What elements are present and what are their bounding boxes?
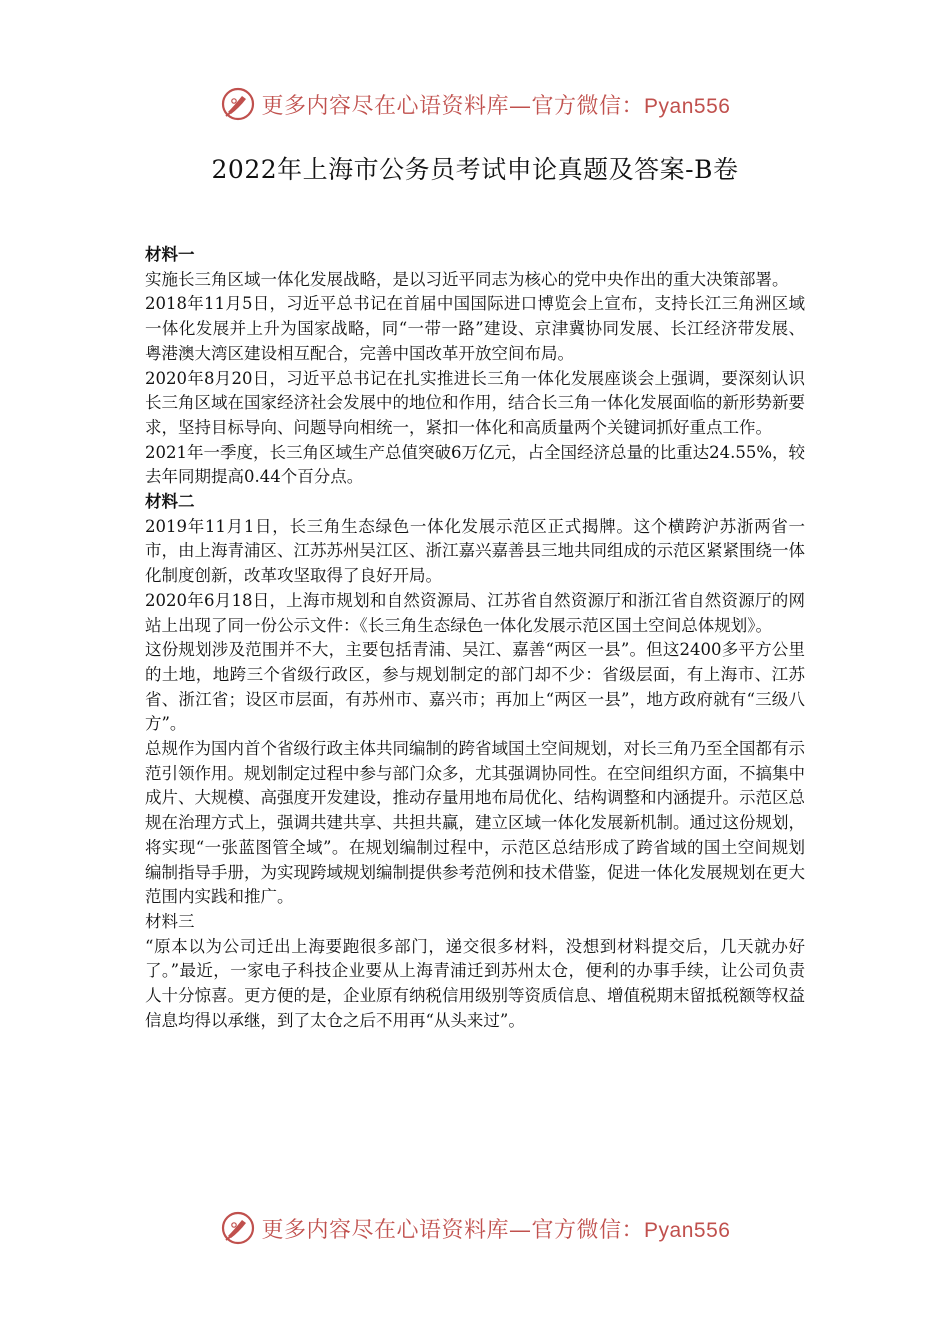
document-body [145, 243, 805, 1034]
paragraph: 这份规划涉及范围并不大，主要包括青浦、吴江、嘉善“两区一县”。但这2400多平方公里的土地，地跨三个省级行政区，参与规划制定的部门却不少：省级层面，有上海市、江苏省、浙江省；设区市层面，有苏州市、嘉兴市；再加上“两区一县”，地方政府就有“三级八方”。 [145, 640, 805, 734]
paragraph: 2018年11月5日，习近平总书记在首届中国国际进口博览会上宣布，支持长江三角洲区域一体化发展并上升为国家战略，同“一带一路”建设、京津冀协同发展、长江经济带发展、粤港澳大湾区建设相互配合，完善中国改革开放空间布局。 [145, 294, 805, 363]
footer-banner [0, 1208, 950, 1248]
paragraph: 总规作为国内首个省级行政主体共同编制的跨省域国土空间规划，对长三角乃至全国都有示范引领作用。规划制定过程中参与部门众多，尤其强调协同性。在空间组织方面，不搞集中成片、大规模、高强度开发建设，推动存量用地布局优化、结构调整和内涵提升。示范区总规在治理方式上，强调共建共享、共担共赢，建立区域一体化发展新机制。通过这份规划，将实现“一张蓝图管全域”。在规划编制过程中，示范区总结形成了跨省域的国土空间规划编制指导手册，为实现跨域规划编制提供参考范例和技术借鉴，促进一体化发展规划在更大范围内实践和推广。 [145, 739, 805, 907]
page-title: 2022年上海市公务员考试申论真题及答案-B卷 [211, 155, 739, 184]
paragraph: 2021年一季度，长三角区域生产总值突破6万亿元，占全国经济总量的比重达24.55%，较去年同期提高0.44个百分点。 [145, 442, 805, 487]
pen-logo-icon [220, 1210, 256, 1246]
pen-logo-icon [220, 86, 256, 122]
banner-caption: 更多内容尽在心语资料库—官方微信： [261, 1217, 645, 1243]
wechat-id: Pyan556 [644, 94, 731, 118]
wechat-id: Pyan556 [644, 1218, 731, 1242]
paragraph: “原本以为公司迁出上海要跑很多部门，递交很多材料，没想到材料提交后，几天就办好了。”最近，一家电子科技企业要从上海青浦迁到苏州太仓，便利的办事手续，让公司负责人十分惊喜。更方便的是，企业原有纳税信用级别等资质信息、增值税期末留抵税额等权益信息均得以承继，到了太仓之后不用再“从头来过”。 [145, 936, 805, 1030]
section-heading-3: 材料三 [145, 911, 195, 931]
section-heading-1: 材料一 [145, 245, 195, 264]
paragraph: 2020年6月18日，上海市规划和自然资源局、江苏省自然资源厅和浙江省自然资源厅的网站上出现了同一份公示文件：《长三角生态绿色一体化发展示范区国土空间总体规划》。 [145, 590, 805, 635]
paragraph: 2020年8月20日，习近平总书记在扎实推进长三角一体化发展座谈会上强调，要深刻认识长三角区域在国家经济社会发展中的地位和作用，结合长三角一体化发展面临的新形势新要求，坚持目标导向、问题导向相统一，紧扣一体化和高质量两个关键词抓好重点工作。 [145, 368, 805, 437]
paragraph: 实施长三角区域一体化发展战略，是以习近平同志为核心的党中央作出的重大决策部署。 [145, 269, 789, 289]
banner-caption: 更多内容尽在心语资料库—官方微信： [261, 93, 645, 119]
paragraph: 2019年11月1日，长三角生态绿色一体化发展示范区正式揭牌。这个横跨沪苏浙两省一市，由上海青浦区、江苏苏州吴江区、浙江嘉兴嘉善县三地共同组成的示范区紧紧围绕一体化制度创新，改革攻坚取得了良好开局。 [145, 516, 805, 586]
banner-text [262, 1213, 731, 1244]
banner-text [262, 89, 731, 120]
section-heading-2: 材料二 [145, 492, 195, 512]
header-banner [0, 84, 950, 124]
